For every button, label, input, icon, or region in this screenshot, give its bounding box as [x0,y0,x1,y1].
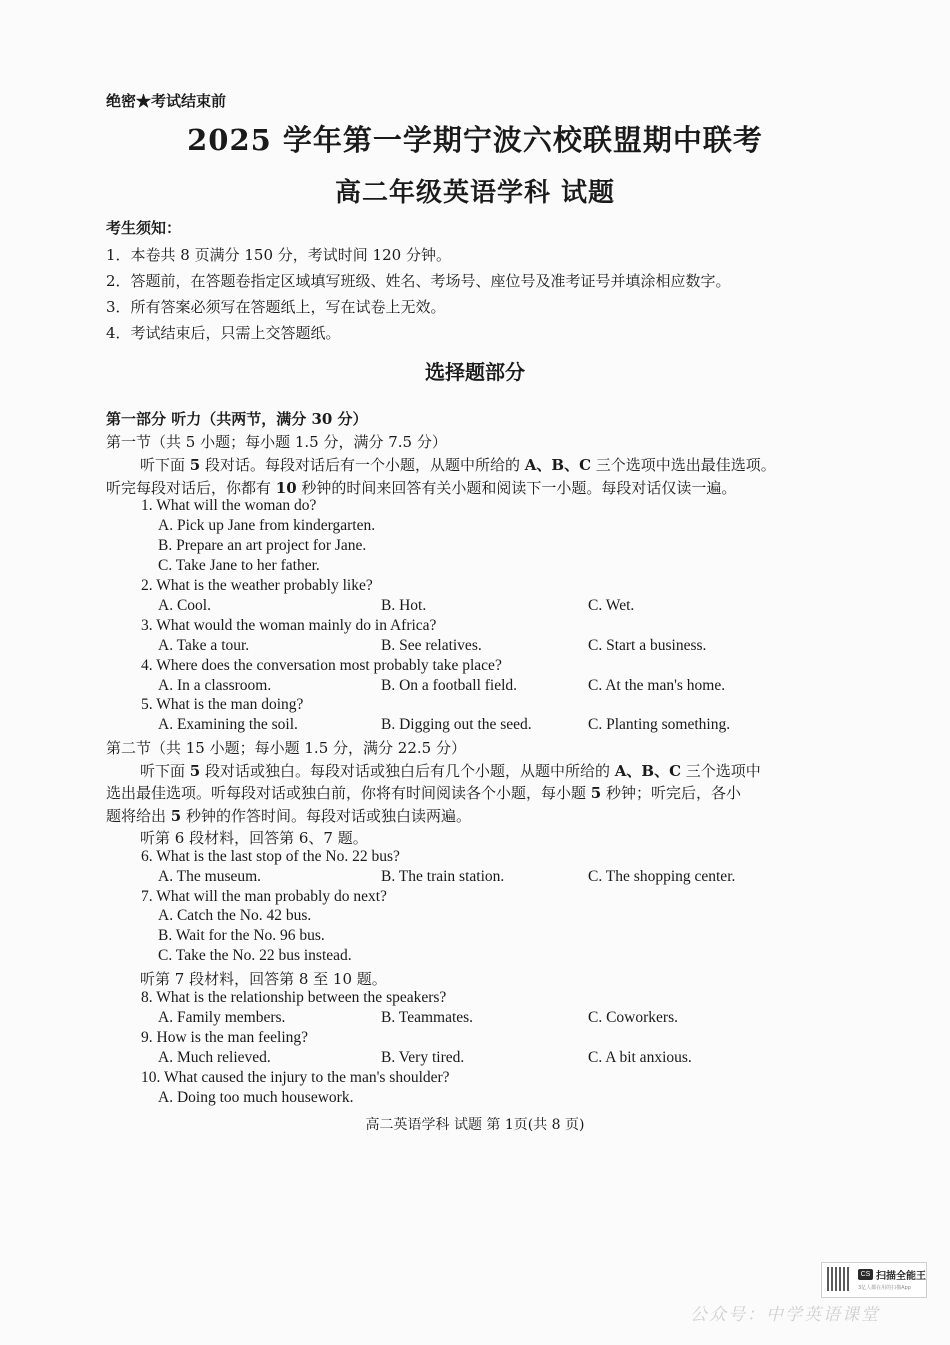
part1-heading: 第一部分 听力（共两节，满分 30 分） [106,410,368,428]
option-c: C. Wet. [588,597,635,614]
scanner-logo: CS [858,1269,873,1280]
option-b: B. Very tired. [381,1049,465,1066]
option-c: C. Start a business. [588,637,707,654]
option-b: B. Wait for the No. 96 bus. [158,927,325,944]
option-c: C. The shopping center. [588,868,736,885]
option-a: A. Catch the No. 42 bus. [158,907,312,924]
scanner-badge [821,1262,927,1298]
option-c: C. Take Jane to her father. [158,557,320,574]
option-c: C. At the man's home. [588,677,726,694]
notice-heading: 考生须知： [106,219,182,237]
option-b: B. Hot. [381,597,427,614]
watermark: 公众号：中学英语课堂 [690,1305,880,1325]
option-a: A. The museum. [158,868,262,885]
option-a: A. Take a tour. [158,637,250,654]
option-a: A. In a classroom. [158,677,272,694]
sec2-instruction-line3: 题将给出 5 秒钟的作答时间。每段对话或独白读两遍。 [106,807,471,825]
notice-item: 2．答题前，在答题卷指定区域填写班级、姓名、考场号、座位号及准考证号并填涂相应数字。 [106,272,731,290]
page-footer: 高二英语学科 试题 第 1页(共 8 页) [365,1117,585,1133]
question-stem: 8. What is the relationship between the speakers? [141,989,447,1006]
question-stem: 1. What will the woman do? [141,497,317,514]
notice-item: 3．所有答案必须写在答题纸上，写在试卷上无效。 [106,298,446,316]
sec1-heading: 第一节（共 5 小题；每小题 1.5 分，满分 7.5 分） [106,433,447,451]
option-c: C. Coworkers. [588,1009,678,1026]
option-a: A. Pick up Jane from kindergarten. [158,517,376,534]
exam-title: 2025 学年第一学期宁波六校联盟期中联考 [187,123,763,157]
section-title: 选择题部分 [425,360,525,384]
question-stem: 9. How is the man feeling? [141,1029,309,1046]
option-c: C. Take the No. 22 bus instead. [158,947,352,964]
question-stem: 6. What is the last stop of the No. 22 bus? [141,848,400,865]
exam-subtitle: 高二年级英语学科 试题 [334,178,616,208]
question-stem: 4. Where does the conversation most probably take place? [141,657,502,674]
secret-label: 绝密★考试结束前 [106,92,227,110]
question-stem: 2. What is the weather probably like? [141,577,373,594]
option-a: A. Cool. [158,597,211,614]
option-b: B. Digging out the seed. [381,716,532,733]
question-stem: 3. What would the woman mainly do in Africa? [141,617,437,634]
sec1-instruction-line1: 听下面 5 段对话。每段对话后有一个小题，从题中所给的 A、B、C 三个选项中选出最佳选项。 [140,456,776,474]
material-6-label: 听第 6 段材料，回答第 6、7 题。 [140,829,368,847]
option-a: A. Examining the soil. [158,716,298,733]
option-b: B. Teammates. [381,1009,474,1026]
option-a: A. Family members. [158,1009,286,1026]
option-c: C. A bit anxious. [588,1049,692,1066]
material-7-label: 听第 7 段材料，回答第 8 至 10 题。 [140,970,387,988]
scanner-subtitle: 3亿人都在用的扫描App [858,1285,911,1291]
question-stem: 5. What is the man doing? [141,696,304,713]
notice-item: 1．本卷共 8 页满分 150 分，考试时间 120 分钟。 [106,246,451,264]
notice-item: 4．考试结束后，只需上交答题纸。 [106,324,341,342]
option-b: B. See relatives. [381,637,482,654]
option-a: A. Much relieved. [158,1049,271,1066]
option-a: A. Doing too much housework. [158,1089,354,1106]
sec1-instruction-line2: 听完每段对话后，你都有 10 秒钟的时间来回答有关小题和阅读下一小题。每段对话仅读一遍。 [106,479,737,497]
question-stem: 10. What caused the injury to the man's shoulder? [141,1069,450,1086]
option-b: B. On a football field. [381,677,518,694]
sec2-instruction-line2: 选出最佳选项。听每段对话或独白前，你将有时间阅读各个小题，每小题 5 秒钟；听完后，各小 [106,784,741,802]
option-b: B. The train station. [381,868,505,885]
question-stem: 7. What will the man probably do next? [141,888,387,905]
scanner-name: 扫描全能王 [876,1271,926,1282]
option-b: B. Prepare an art project for Jane. [158,537,367,554]
sec2-heading: 第二节（共 15 小题；每小题 1.5 分，满分 22.5 分） [106,739,466,757]
qr-code-icon [827,1267,851,1291]
option-c: C. Planting something. [588,716,731,733]
sec2-instruction-line1: 听下面 5 段对话或独白。每段对话或独白后有几个小题，从题中所给的 A、B、C 三个选项中 [140,762,761,780]
